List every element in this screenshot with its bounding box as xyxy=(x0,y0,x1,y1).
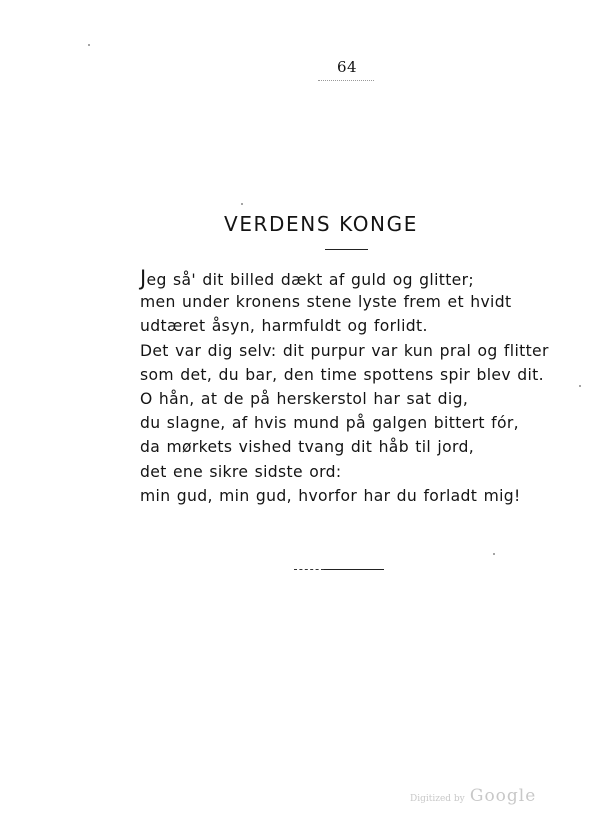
watermark-prefix: Digitized by xyxy=(410,794,465,804)
poem-line: O hån, at de på herskerstol har sat dig, xyxy=(140,389,469,408)
poem-line xyxy=(140,266,549,290)
poem-title: VERDENS KONGE xyxy=(224,212,418,236)
poem-line: udtæret åsyn, harmfuldt og forlidt. xyxy=(140,317,428,336)
poem-line: da mørkets vished tvang dit håb til jord, xyxy=(140,438,475,457)
poem-line: som det, du bar, den time spottens spir blev dit. xyxy=(140,365,544,384)
page-number-rule xyxy=(318,80,374,81)
poem-body xyxy=(140,266,549,508)
title-rule xyxy=(325,249,368,250)
page-number: 64 xyxy=(337,58,358,76)
poem-line: det ene sikre sidste ord: xyxy=(140,462,342,481)
poem-line: du slagne, af hvis mund på galgen bittert fór, xyxy=(140,414,519,433)
digitized-watermark xyxy=(410,786,536,806)
poem-line: Det var dig selv: dit purpur var kun pral og flitter xyxy=(140,341,549,360)
paper-speck xyxy=(493,553,495,555)
poem-initial: J xyxy=(140,266,147,290)
paper-speck xyxy=(88,44,90,46)
poem-line: min gud, min gud, hvorfor har du forladt mig! xyxy=(140,486,521,505)
poem-line: men under kronens stene lyste frem et hvidt xyxy=(140,293,512,312)
end-rule-dashed-part xyxy=(294,569,324,570)
end-rule-solid-part xyxy=(324,569,384,570)
paper-speck xyxy=(579,385,581,387)
watermark-logo: Google xyxy=(469,786,537,806)
poem-line-text: eg så' dit billed dækt af guld og glitter; xyxy=(146,271,474,289)
paper-speck xyxy=(241,203,243,205)
